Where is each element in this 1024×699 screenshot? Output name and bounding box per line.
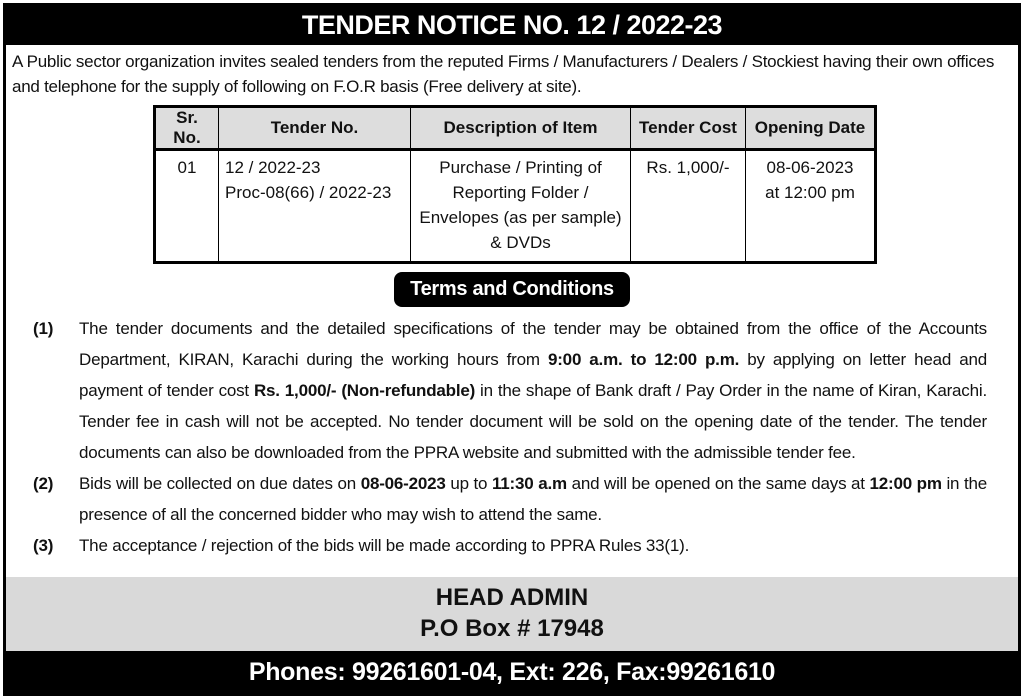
term-text: The tender documents and the detailed specifications of the tender may be obtained from the office of the Accounts Department, KIRAN, Karachi during the working hours from 9:00 a.m. to 12:00 p.m. by applying on letter head and payment of tender cost Rs. 1,000/- (Non-refundable) in the shape of Bank draft / Pay Order in the name of Kiran, Karachi. Tender fee in cash will not be accepted. No tender document will be sold on the opening date of the tender. The tender documents can also be downloaded from the PPRA website and submitted with the admissible tender fee. [79, 319, 987, 462]
notice-title: TENDER NOTICE NO. 12 / 2022-23 [6, 6, 1018, 45]
cell-description [411, 150, 631, 263]
contact-box [6, 577, 1018, 651]
cell-tender-no [219, 150, 411, 263]
tender-no-line: Proc-08(66) / 2022-23 [225, 183, 392, 202]
header-cost: Tender Cost [631, 107, 746, 150]
table-header-row [155, 107, 876, 150]
cell-opening-date [746, 150, 876, 263]
po-box: P.O Box # 17948 [420, 615, 604, 642]
term-text: Bids will be collected on due dates on 08-06-2023 up to 11:30 a.m and will be opened on the same days at 12:00 pm in the presence of all the concerned bidder who may wish to attend the same. [79, 474, 988, 524]
term-item [33, 530, 987, 561]
description-line: & DVDs [490, 233, 551, 252]
table-row [155, 150, 876, 263]
term-number: (1) [33, 319, 54, 338]
term-item [33, 468, 987, 530]
term-item [33, 313, 987, 468]
opening-time-line: at 12:00 pm [765, 183, 855, 202]
term-number: (3) [33, 536, 54, 555]
term-text: The acceptance / rejection of the bids will be made according to PPRA Rules 33(1). [79, 536, 690, 555]
header-description: Description of Item [411, 107, 631, 150]
phones-bar: Phones: 99261601-04, Ext: 226, Fax:99261610 [6, 651, 1018, 693]
tender-table [153, 105, 877, 264]
header-opening-date: Opening Date [746, 107, 876, 150]
header-tender-no: Tender No. [219, 107, 411, 150]
tender-notice [3, 3, 1021, 696]
cell-sr-no: 01 [155, 150, 219, 263]
opening-date-line: 08-06-2023 [766, 158, 854, 177]
terms-heading: Terms and Conditions [394, 272, 630, 307]
intro-paragraph: A Public sector organization invites sealed tenders from the reputed Firms / Manufacturers / Dealers / Stockiest having their own offices and telephone for the supply of following on F.O.R basis (Free delivery at site). [12, 52, 995, 96]
description-line: Envelopes (as per sample) [419, 208, 622, 227]
description-line: Reporting Folder / [452, 183, 589, 202]
description-line: Purchase / Printing of [439, 158, 602, 177]
term-number: (2) [33, 474, 54, 493]
cell-cost: Rs. 1,000/- [631, 150, 746, 263]
contact-title: HEAD ADMIN [435, 584, 589, 611]
header-sr-no: Sr. No. [155, 107, 219, 150]
terms-list [6, 313, 1018, 561]
tender-no-line: 12 / 2022-23 [225, 158, 321, 177]
